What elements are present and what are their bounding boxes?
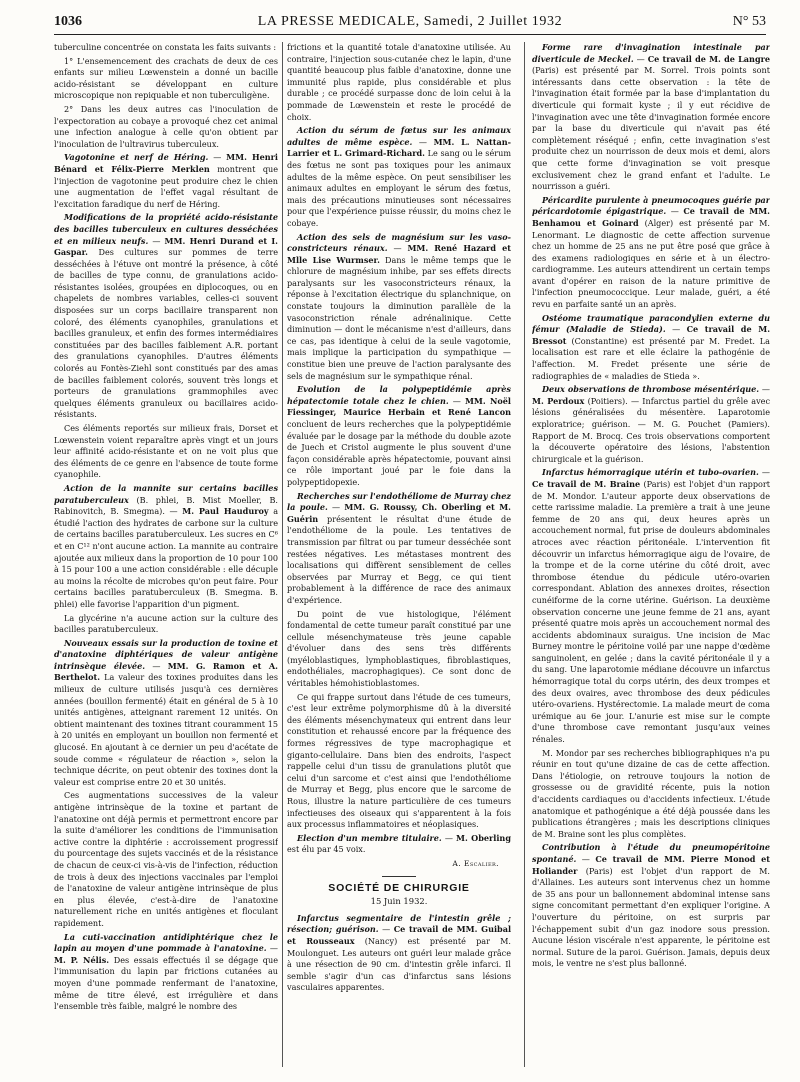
article-title: Deux observations de thrombose mésentérique. [542, 384, 760, 395]
section-separator [382, 876, 416, 877]
journal-title-date: LA PRESSE MEDICALE, Samedi, 2 Juillet 1932 [257, 14, 563, 29]
page-number: 1036 [54, 14, 82, 29]
article-entry: Election d'un membre titulaire. — M. Oberling est élu par 45 voix. [287, 832, 511, 855]
article-body: Des essais effectués il se dégage que l'immunisation du lapin par frictions cutanées au moyen d'une pommade renfermant de l'anatoxine, même de titre élevé, est irrégulière et dans l'ensemble très faible, malgré le nombre des [54, 954, 278, 1012]
article-title: Action du sérum de fœtus sur les animaux adultes de même espèce. [287, 125, 511, 147]
page-header [54, 12, 766, 35]
article-title: Contribution à l'étude du pneumopéritoine spontané. [532, 842, 770, 864]
article-entry: Forme rare d'invagination intestinale par diverticule de Meckel. — Ce travail de M. de Langre (Paris) est présenté par M. Sorrel. Trois points sont intéressants dans cette observation : la tête de l'invagination était formée par la base d'implantation du diverticule qui formait kyste ; il y eut récidive de l'invagination avec une tête d'invagination formée encore par la base du diverticule qui n'avait pas été complètement réséqué ; enfin, cette invagination s'est produite chez un nourrisson de deux mois et demi, alors que cette forme d'invagination se voit presque exclusivement chez le grand enfant et l'adulte. Le nourrisson a guéri. [532, 42, 770, 192]
article-title: Péricardite purulente à pneumocoques guérie par péricardotomie épigastrique. [532, 194, 770, 217]
article-title: Modifications de la propriété acido-résistante des bacilles tuberculeux en cultures desséchées et en milieux neufs. [54, 212, 278, 246]
article-body: Le sang ou le sérum des fœtus ne sont pas toxiques pour les animaux adultes de la même espèce. On peut sensibiliser les animaux adultes en employant le sérum des fœtus, mais des précautions minutieuses sont nécessaires pour que l'expérience puisse réussir, du moins chez le cobaye. [287, 148, 511, 228]
section-date: 15 Juin 1932. [370, 896, 428, 907]
article-title: Recherches sur l'endothéliome de Murray chez la poule. [287, 490, 511, 513]
article-body: (Nancy) est présenté par M. Moulonguet. Les auteurs ont guéri leur malade grâce à une résection de 90 cm. d'intestin grêle infarci. Il semble s'agir d'un cas d'infarctus sans lésions vasculaires apparentes. [287, 935, 511, 993]
paragraph: Ces augmentations successives de la valeur antigène intrinsèque de la toxine et partant de l'anatoxine ont déjà permis et permettront encore par la suite d'améliorer les conditions de l'immunisation active contre la diphtérie : accroissement progressif du pourcentage des sujets vaccinés et de la résistance de chacun de ceux-ci vis-à-vis de l'infection, réduction de trois à deux des injections vaccinales par l'emploi de l'anatoxine de valeur antigène intrinsèque de plus en plus élevée, c'est-à-dire de l'anatoxine naturellement riche en unités antigènes et floculant rapidement. [54, 790, 278, 928]
article-entry: Infarctus segmentaire de l'intestin grêle ; résection; guérison. — Ce travail de MM. Guibal et Rousseaux (Nancy) est présenté par M. Moulonguet. Les auteurs ont guéri leur malade grâce à une résection de 90 cm. d'intestin grêle infarci. Il semble s'agir d'un cas d'infarctus sans lésions vasculaires apparentes. [287, 912, 511, 993]
article-entry: Deux observations de thrombose mésentérique. — M. Perdoux (Poitiers). — Infarctus partiel du grêle avec lésions généralisées du mésentère. Laparotomie exploratrice; guérison. — M. G. Pouchet (Pamiers). Rapport de M. Brocq. Ces trois observations comportent la découverte opératoire des lésions, l'abstention chirurgicale et la guérison. [532, 384, 770, 464]
article-body: (Constantine) est présenté par M. Fredet. La localisation est rare et elle éclaire la pathogénie de l'affection. M. Fredet présente une série de radiographies de « maladies de Stieda ». [532, 335, 770, 381]
paragraph: 1° L'ensemencement des crachats de deux de ces enfants sur milieu Lœwenstein a donné un bacille acido-résistant se développant en culture microscopique non repiquable et non tuberculigène. [54, 55, 278, 101]
article-title: Election d'un membre titulaire. [297, 832, 442, 843]
article-body: (Paris) est présenté par M. Sorrel. Trois points sont intéressants dans cette observation : la tête de l'invagination était formée par la base d'implantation du diverticule qui formait kyste ; il y eut récidive de l'invagination avec une tête d'invagination formée encore par la base du diverticule qui n'avait pas été complètement réséqué ; enfin, cette invagination s'est produite chez un nourrisson de deux mois et demi, alors que cette forme d'invagination se voit presque exclusivement chez le grand enfant et l'adulte. Le nourrisson a guéri. [532, 65, 770, 192]
issue-number: N° 53 [732, 14, 766, 29]
article-authors: M. Paul Hauduroy [182, 506, 269, 517]
article-body: (Poitiers). — Infarctus partiel du grêle avec lésions généralisées du mésentère. Laparotomie exploratrice; guérison. — M. G. Pouchet (Pamiers). Rapport de M. Brocq. Ces trois observations comportent la découverte opératoire des lésions, l'abstention chirurgicale et la guérison. [532, 395, 770, 464]
paragraph: La glycérine n'a aucune action sur la culture des bacilles paratuberculeux. [54, 612, 278, 635]
article-entry: Contribution à l'étude du pneumopéritoine spontané. — Ce travail de MM. Pierre Monod et Holiander (Paris) est l'objet d'un rapport de M. d'Allaines. Les auteurs sont intervenus chez un homme de 35 ans pour un ballonnement abdominal intense sans signe concomitant permettant d'en expliquer l'origine. A l'ouverture du péritoine, on est surpris par l'échappement subit d'un gaz inodore sous pression. Aucune lésion viscérale n'est apparente, le péritoine est normal. Suture de la paroi. Guérison. Jamais, depuis deux mois, le ventre ne s'est plus ballonné. [532, 842, 770, 969]
article-entry: Nouveaux essais sur la production de toxine et d'anatoxine diphtériques de valeur antigène intrinsèque élevée. — MM. G. Ramon et A. Berthelot. La valeur des toxines produites dans les milieux de culture utilisés jusqu'à ces dernières années (bouillon fermenté) était en général de 5 à 10 unités antigènes, atteignant rarement 12 unités. On obtient maintenant des toxines titrant couramment 15 à 20 unités en employant un bouillon non fermenté et glucosé. En ajoutant à ce dernier un peu d'acétate de soude comme « régulateur de réaction », selon la technique décrite, on peut obtenir des toxines dont la valeur est comprise entre 20 et 30 unités. [54, 637, 278, 787]
article-authors: MM. G. Ramon et A. Berthelot. [54, 660, 278, 683]
paragraph: 2° Dans les deux autres cas l'inoculation de l'expectoration au cobaye a provoqué chez cet animal une infection analogue à celle qu'on obtient par l'inoculation de l'ultravirus tuberculeux. [54, 103, 278, 149]
article-body: est élu par 45 voix. [287, 844, 366, 855]
column-2 [287, 42, 511, 1072]
article-authors: M. Perdoux [532, 395, 585, 406]
article-authors: MM. Henri Bénard et Félix-Pierre Merklen [54, 152, 278, 174]
article-title: La cuti-vaccination antidiphtérique chez le lapin au moyen d'une pommade à l'anatoxine. [54, 931, 278, 954]
signature: A. Escalier. [452, 858, 499, 868]
article-entry: Vagotonine et nerf de Héring. — MM. Henri Bénard et Félix-Pierre Merklen montrent que l'injection de vagotonine peut produire chez le chien une augmentation de l'effet vagal résultant de l'excitation faradique du nerf de Héring. [54, 152, 278, 209]
section-heading: SOCIÉTÉ DE CHIRURGIE [328, 881, 470, 894]
article-body: Des cultures sur pommes de terre desséchées à l'étuve ont montré la présence, à côté de bacilles de type connu, de granulations acido-résistantes isolées, groupées en diplocoques, ou en chapelets de nombres variables, celles-ci souvent disposées sur un corps bacillaire transparent non coloré, des éléments cyanophiles, granulations et bacilles granuleux, et enfin des formes intermédiaires constituées par des bacilles faiblement A.R. portant des granulations cyanophiles. D'autres éléments colorés au Fontès-Ziehl sont constitués par des amas de bacilles faiblement colorés, souvent très longs et porteurs de granulations grammophiles avec quelques éléments granuleux ou bacillaires acido-résistants. [54, 247, 278, 420]
article-title: Infarctus segmentaire de l'intestin grêle ; résection; guérison. [287, 912, 511, 935]
column-divider [524, 42, 525, 1067]
article-title: Nouveaux essais sur la production de toxine et d'anatoxine diphtériques de valeur antigène intrinsèque élevée. [54, 637, 278, 671]
article-entry: Péricardite purulente à pneumocoques guérie par péricardotomie épigastrique. — Ce travail de MM. Benhamou et Goinard (Alger) est présenté par M. Lenormant. Le diagnostic de cette affection survenue chez un homme de 25 ans ne put être posé que grâce à des examens radiologiques en série et à un électro-cardiogramme. Les auteurs attendirent un certain temps avant d'opérer en raison de la nature primitive de l'infection pneumococcique. Leur malade, guéri, a été revu en parfaite santé un an après. [532, 194, 770, 310]
article-body: montrent que l'injection de vagotonine peut produire chez le chien une augmentation de l'effet vagal résultant de l'excitation faradique du nerf de Héring. [54, 163, 278, 209]
article-entry: Action de la mannite sur certains bacilles paratuberculeux (B. phlei, B. Mist Moeller, B. Rabinovitch, B. Smegma). — M. Paul Hauduroy a étudié l'action des hydrates de carbone sur la culture de certains bacilles paratuberculeux. Les sucres en C⁶ et en C¹² n'ont aucune action. La mannite au contraire ajoutée aux milieux dans la proportion de 10 pour 100 à 15 pour 100 a une action considérable : elle décuple au moins la récolte de microbes qu'on peut faire. Pour certains bacilles paratuberculeux (B. Smegma. B. phlei) elle favorise l'apparition d'un pigment. [54, 482, 278, 609]
article-authors: MM. L. Nattan-Larrier et L. Grimard-Richard. [287, 136, 511, 159]
article-authors: MM. Noël Fiessinger, Maurice Herbain et René Lancon [287, 395, 511, 418]
article-entry: Action des sels de magnésium sur les vaso-constricteurs rénaux. — MM. René Hazard et Mlle Lise Wurmser. Dans le même temps que le chlorure de magnésium inhibe, par ses effets directs paralysants sur les vasoconstricteurs rénaux, la réponse à l'excitation électrique du splanchnique, on constate toujours la diminution parallèle de la vasoconstriction rénale adrénalinique. Cette diminution — dont le mécanisme n'est d'ailleurs, dans ce cas, pas identique à celui de la seule vagotomie, mais implique la participation du sympathique — constitue bien une preuve de l'action paralysante des sels de magnésium sur le sympathique rénal. [287, 231, 511, 381]
article-title: Ostéome traumatique paracondylien externe du fémur (Maladie de Stieda). [532, 312, 770, 335]
article-authors: MM. G. Roussy, Ch. Oberling et M. Guérin [287, 502, 511, 524]
article-authors: Ce travail de M. de Langre [647, 53, 770, 64]
article-entry: Ostéome traumatique paracondylien externe du fémur (Maladie de Stieda). — Ce travail de M. Bressot (Constantine) est présenté par M. Fredet. La localisation est rare et elle éclaire la pathogénie de l'affection. M. Fredet présente une série de radiographies de « maladies de Stieda ». [532, 312, 770, 381]
article-title: Vagotonine et nerf de Héring. [64, 152, 209, 163]
article-authors: M. P. Nélis. [54, 954, 110, 965]
paragraph: Du point de vue histologique, l'élément fondamental de cette tumeur paraît constitué par une cellule mésenchymateuse très jeune capable d'évoluer dans des sens très différents (myéloblastiques, lymphoblastiques, fibroblastiques, endothéliales, macrophagiques). Ce sont donc de véritables hémohistioblastomes. [287, 608, 511, 689]
paragraph: Ce qui frappe surtout dans l'étude de ces tumeurs, c'est leur extrême polymorphisme dû à la diversité des éléments mésenchymateux qui entrent dans leur constitution et rehaussé encore par la fréquence des formes régressives de type macrophagique et giganto-cellulaire. Dans bien des endroits, l'aspect rappelle celui d'un tissu de granulations plutôt que celui d'un sarcome et c'est ainsi que l'endothéliome de Murray et Begg, plus encore que le sarcome de Rous, illustre la nature particulière de ces tumeurs infectieuses des oiseaux qui s'apparentent à la fois aux processus inflammatoires et néoplasiques. [287, 691, 511, 830]
article-entry: Modifications de la propriété acido-résistante des bacilles tuberculeux en cultures desséchées et en milieux neufs. — MM. Henri Durand et I. Gaspar. Des cultures sur pommes de terre desséchées à l'étuve ont montré la présence, à côté de bacilles de type connu, de granulations acido-résistantes isolées, groupées en diplocoques, ou en chapelets de nombres variables, celles-ci souvent disposées sur un corps bacillaire transparent non coloré, des éléments cyanophiles, granulations et bacilles granuleux, et enfin des formes intermédiaires constituées par des bacilles faiblement A.R. portant des granulations cyanophiles. D'autres éléments colorés au Fontès-Ziehl sont constitués par des amas de bacilles faiblement colorés, souvent très longs et porteurs de granulations grammophiles avec quelques éléments granuleux ou bacillaires acido-résistants. [54, 212, 278, 420]
article-body: (Paris) est l'objet d'un rapport de M. Mondor. L'auteur apporte deux observations de cette rarissime maladie. La première a trait à une jeune femme de 20 ans qui, deux heures après un accouchement normal, fut prise de douleurs abdominales atroces avec réaction péritonéale. L'intervention fit découvrir un infarctus hémorragique aigu de l'ovaire, de la trompe et de la corne utérine du côté droit, avec thrombose étendue du pédicule utéro-ovarien correspondant. Ablation des annexes droites, résection cunéiforme de la corne utérine. Guérison. La deuxième observation concerne une jeune femme de 21 ans, ayant présenté quatre mois après un accouchement normal des accidents abdominaux suraigus. Une incision de Mac Burney montre le péritoine voilé par une nappe d'œdème sanguinolent, en gelée ; dans la cavité péritonéale il y a du sang. Une laparotomie médiane découvre un infarctus hémorragique total du corps utérin, des deux trompes et des deux ovaires, avec thrombose des deux pédicules utéro-ovariens. Hystérectomie. La malade meurt de coma urémique au 6e jour. L'anurie est mise sur le compte d'une thrombose cave remontant jusqu'aux veines rénales. [532, 478, 770, 745]
column-3 [532, 42, 770, 1072]
article-authors: Ce travail de M. Braine [532, 478, 641, 489]
paragraph: M. Mondor par ses recherches bibliographiques n'a pu réunir en tout qu'une dizaine de cas de cette affection. Dans l'étiologie, on retrouve toujours la notion de grossesse ou de gravidité récente, puis la notion d'accidents cardiaques ou d'accidents infectieux. L'étude anatomique et pathogénique a été déjà poussée dans les publications étrangères ; mais les descriptions cliniques de M. Braine sont les plus complètes. [532, 747, 770, 839]
article-body: (Alger) est présenté par M. Lenormant. Le diagnostic de cette affection survenue chez un homme de 25 ans ne put être posé que grâce à des examens radiologiques en série et à un électro-cardiogramme. Les auteurs attendirent un certain temps avant d'opérer en raison de la nature primitive de l'infection pneumococcique. Leur malade, guéri, a été revu en parfaite santé un an après. [532, 217, 770, 310]
paragraph: tuberculine concentrée on constata les faits suivants : [54, 42, 277, 52]
paragraph: frictions et la quantité totale d'anatoxine utilisée. Au contraire, l'injection sous-cutanée chez le lapin, d'une quantité beaucoup plus faible d'anatoxine, donne une immunité plus rapide, plus considérable et plus durable ; ce procédé surpasse donc de loin celui à la pommade de Lœwenstein et reste le procédé de choix. [287, 42, 511, 122]
article-body: La valeur des toxines produites dans les milieux de culture utilisés jusqu'à ces dernières années (bouillon fermenté) était en général de 5 à 10 unités antigènes, atteignant rarement 12 unités. On obtient maintenant des toxines titrant couramment 15 à 20 unités en employant un bouillon non fermenté et glucosé. En ajoutant à ce dernier un peu d'acétate de soude comme « régulateur de réaction », selon la technique décrite, on peut obtenir des toxines dont la valeur est comprise entre 20 et 30 unités. [54, 672, 278, 787]
article-entry: Action du sérum de fœtus sur les animaux adultes de même espèce. — MM. L. Nattan-Larrier et L. Grimard-Richard. Le sang ou le sérum des fœtus ne sont pas toxiques pour les animaux adultes de la même espèce. On peut sensibiliser les animaux adultes en employant le sérum des fœtus, mais des précautions minutieuses sont nécessaires pour que l'expérience puisse réussir, du moins chez le cobaye. [287, 125, 511, 228]
column-divider [282, 42, 283, 1067]
article-entry: La cuti-vaccination antidiphtérique chez le lapin au moyen d'une pommade à l'anatoxine. — M. P. Nélis. Des essais effectués il se dégage que l'immunisation du lapin par frictions cutanées au moyen d'une pommade renfermant de l'anatoxine, même de titre élevé, est irrégulière et dans l'ensemble très faible, malgré le nombre des [54, 931, 278, 1012]
article-authors: Ce travail de M. Bressot [532, 324, 770, 346]
paragraph: Ces éléments reportés sur milieux frais, Dorset et Lœwenstein voient reparaître après vingt et un jours leur affinité acido-résistante et on ne voit plus que des éléments de ce genre en l'absence de toute forme cyanophile. [54, 423, 278, 480]
article-title: Infarctus hémorragique utérin et tubo-ovarien. [542, 467, 759, 478]
article-authors: MM. Henri Durand et I. Gaspar. [54, 235, 278, 258]
article-authors: MM. René Hazard et Mlle Lise Wurmser. [287, 243, 511, 265]
article-title: Action de la mannite sur certains bacilles paratuberculeux [54, 482, 278, 505]
article-body: a étudié l'action des hydrates de carbone sur la culture de certains bacilles paratuberculeux. Les sucres en C⁶ et en C¹² n'ont aucune action. La mannite au contraire ajoutée aux milieux dans la proportion de 10 pour 100 à 15 pour 100 a une action considérable : elle décuple au moins la récolte de microbes qu'on peut faire. Pour certains bacilles paratuberculeux (B. Smegma. B. phlei) elle favorise l'apparition d'un pigment. [54, 506, 278, 609]
article-body: présentent le résultat d'une étude de l'endothéliome de la poule. Les tentatives de transmission par filtrat ou par tumeur desséchée sont restées négatives. Les métastases montrent des localisations qui diffèrent sensiblement de celles observées par Murray et Begg, ce qui tient probablement à la différence de race des animaux d'expérience. [287, 513, 511, 605]
article-subtitle: (B. phlei, B. Mist Moeller, B. Rabinovitch, B. Smegma). [54, 494, 278, 517]
article-body: (Paris) est l'objet d'un rapport de M. d'Allaines. Les auteurs sont intervenus chez un homme de 35 ans pour un ballonnement abdominal intense sans signe concomitant permettant d'en expliquer l'origine. A l'ouverture du péritoine, on est surpris par l'échappement subit d'un gaz inodore sous pression. Aucune lésion viscérale n'est apparente, le péritoine est normal. Suture de la paroi. Guérison. Jamais, depuis deux mois, le ventre ne s'est plus ballonné. [532, 865, 770, 969]
article-authors: M. Oberling [456, 832, 511, 843]
article-title: Evolution de la polypeptidémie après hépatectomie totale chez le chien. [287, 384, 511, 406]
article-body: Dans le même temps que le chlorure de magnésium inhibe, par ses effets directs paralysants sur les vasoconstricteurs rénaux, la réponse à l'excitation électrique du splanchnique, on constate toujours la diminution parallèle de la vasoconstriction rénale adrénalinique. Cette diminution — dont le mécanisme n'est d'ailleurs, dans ce cas, pas identique à celui de la seule vagotomie, mais implique la participation du sympathique — constitue bien une preuve de l'action paralysante des sels de magnésium sur le sympathique rénal. [287, 254, 511, 381]
article-authors: Ce travail de MM. Pierre Monod et Holiander [532, 853, 770, 876]
article-authors: Ce travail de MM. Guibal et Rousseaux [287, 924, 511, 946]
article-title: Forme rare d'invagination intestinale par diverticule de Meckel. [532, 42, 770, 64]
article-title: Action des sels de magnésium sur les vaso-constricteurs rénaux. [287, 231, 511, 254]
column-1 [54, 42, 278, 1072]
article-body: concluent de leurs recherches que la polypeptidémie évaluée par le dosage par la méthode du double azote de Juech et Cristol augmente le plus souvent d'une façon considérable après hépatectomie, pouvant ainsi ce rôle important joué par le foie dans la polypeptidopexie. [287, 419, 511, 487]
article-entry: Infarctus hémorragique utérin et tubo-ovarien. — Ce travail de M. Braine (Paris) est l'objet d'un rapport de M. Mondor. L'auteur apporte deux observations de cette rarissime maladie. La première a trait à une jeune femme de 20 ans qui, deux heures après un accouchement normal, fut prise de douleurs abdominales atroces avec réaction péritonéale. L'intervention fit découvrir un infarctus hémorragique aigu de l'ovaire, de la trompe et de la corne utérine du côté droit, avec thrombose étendue du pédicule utéro-ovarien correspondant. Ablation des annexes droites, résection cunéiforme de la corne utérine. Guérison. La deuxième observation concerne une jeune femme de 21 ans, ayant présenté quatre mois après un accouchement normal des accidents abdominaux suraigus. Une incision de Mac Burney montre le péritoine voilé par une nappe d'œdème sanguinolent, en gelée ; dans la cavité péritonéale il y a du sang. Une laparotomie médiane découvre un infarctus hémorragique total du corps utérin, des deux trompes et des deux ovaires, avec thrombose des deux pédicules utéro-ovariens. Hystérectomie. La malade meurt de coma urémique au 6e jour. L'anurie est mise sur le compte d'une thrombose cave remontant jusqu'aux veines rénales. [532, 467, 770, 745]
article-entry: Evolution de la polypeptidémie après hépatectomie totale chez le chien. — MM. Noël Fiessinger, Maurice Herbain et René Lancon concluent de leurs recherches que la polypeptidémie évaluée par le dosage par la méthode du double azote de Juech et Cristol augmente le plus souvent d'une façon considérable après hépatectomie, pouvant ainsi ce rôle important joué par le foie dans la polypeptidopexie. [287, 384, 511, 487]
article-entry: Recherches sur l'endothéliome de Murray chez la poule. — MM. G. Roussy, Ch. Oberling et M. Guérin présentent le résultat d'une étude de l'endothéliome de la poule. Les tentatives de transmission par filtrat ou par tumeur desséchée sont restées négatives. Les métastases montrent des localisations qui diffèrent sensiblement de celles observées par Murray et Begg, ce qui tient probablement à la différence de race des animaux d'expérience. [287, 490, 511, 605]
article-authors: Ce travail de MM. Benhamou et Goinard [532, 206, 770, 228]
